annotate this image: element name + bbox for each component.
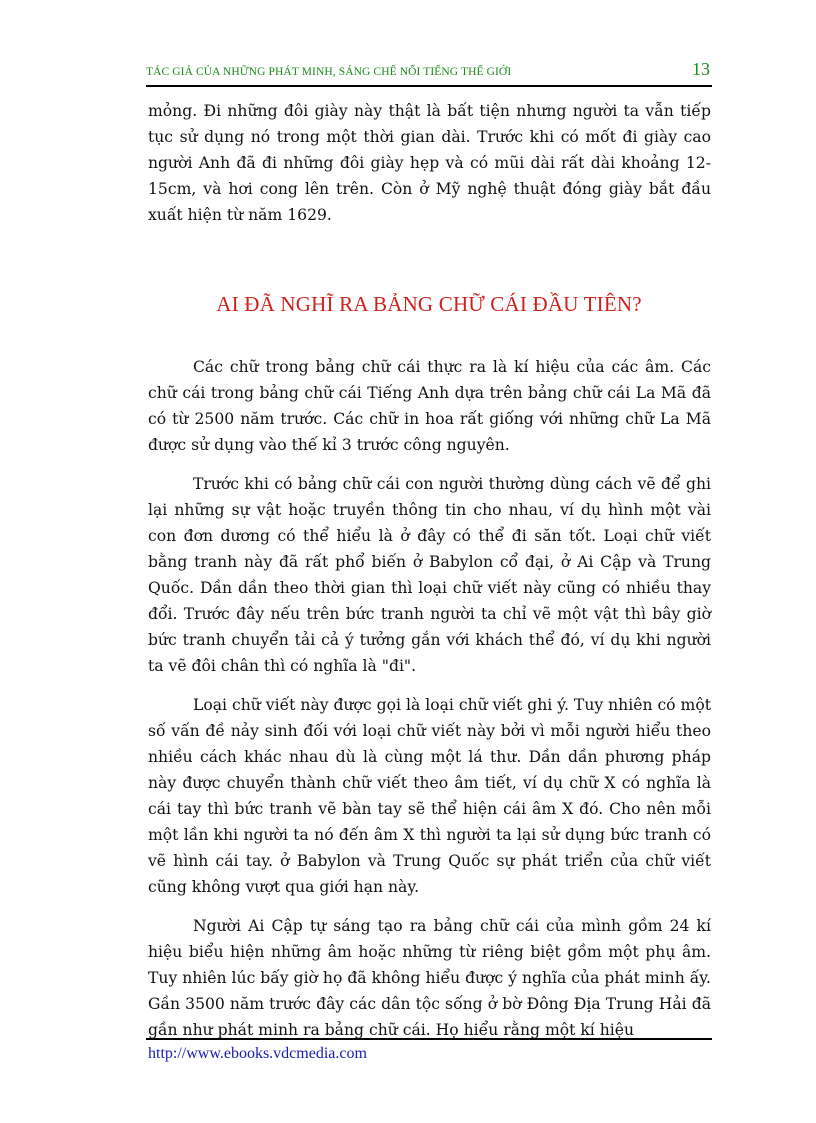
running-header [146, 59, 712, 87]
paragraph-1: Các chữ trong bảng chữ cái thực ra là kí hiệu của các âm. Các chữ cái trong bảng chữ cái Tiếng Anh dựa trên bảng chữ cái La Mã đã có từ 2500 năm trước. Các chữ in hoa rất giống với những chữ La Mã được sử dụng vào thế kỉ 3 trước công nguyên. [148, 358, 711, 454]
paragraph-2: Trước khi có bảng chữ cái con người thường dùng cách vẽ để ghi lại những sự vật hoặc truyền thông tin cho nhau, ví dụ hình một vài con đơn dương có thể hiểu là ở đây có thể đi săn tốt. Loại chữ viết bằng tranh này đã rất phổ biến ở Babylon cổ đại, ở Ai Cập và Trung Quốc. Dần dần theo thời gian thì loại chữ viết này cũng có nhiều thay đổi. Trước đây nếu trên bức tranh người ta chỉ vẽ một vật thì bây giờ bức tranh chuyển tải cả ý tưởng gắn với khách thể đó, ví dụ khi người ta vẽ đôi chân thì có nghĩa là "đi". [148, 475, 711, 675]
continued-paragraph: mỏng. Đi những đôi giày này thật là bất tiện nhưng người ta vẫn tiếp tục sử dụng nó trong một thời gian dài. Trước khi có mốt đi giày cao người Anh đã đi những đôi giày hẹp và có mũi dài rất dài khoảng 12-15cm, và hơi cong lên trên. Còn ở Mỹ nghệ thuật đóng giày bắt đầu xuất hiện từ năm 1629. [148, 102, 711, 224]
paragraph-4: Người Ai Cập tự sáng tạo ra bảng chữ cái của mình gồm 24 kí hiệu biểu hiện những âm hoặc những từ riêng biệt gồm một phụ âm. Tuy nhiên lúc bấy giờ họ đã không hiểu được ý nghĩa của phát minh ấy. Gần 3500 năm trước đây các dân tộc sống ở bờ Đông Địa Trung Hải đã gần như phát minh ra bảng chữ cái. Họ hiểu rằng một kí hiệu [148, 917, 711, 1039]
paragraph-3: Loại chữ viết này được gọi là loại chữ viết ghi ý. Tuy nhiên có một số vấn đề nảy sinh đối với loại chữ viết này bởi vì mỗi người hiểu theo nhiều cách khác nhau dù là cùng một lá thư. Dần dần phương pháp này được chuyển thành chữ viết theo âm tiết, ví dụ chữ X có nghĩa là cái tay thì bức tranh vẽ bàn tay sẽ thể hiện cái âm X đó. Cho nên mỗi một lần khi người ta nó đến âm X thì người ta lại sử dụng bức tranh có vẽ hình cái tay. ở Babylon và Trung Quốc sự phát triển của chữ viết cũng không vượt qua giới hạn này. [148, 696, 711, 896]
book-title: TÁC GIẢ CỦA NHỮNG PHÁT MINH, SÁNG CHẾ NỔI TIẾNG THẾ GIỚI [146, 66, 512, 78]
section-body [148, 354, 711, 1056]
running-footer [146, 1038, 712, 1062]
section-title: AI ĐÃ NGHĨ RA BẢNG CHỮ CÁI ĐẦU TIÊN? [216, 292, 642, 316]
page-number: 13 [692, 59, 710, 79]
footer-url-link[interactable]: http://www.ebooks.vdcmedia.com [148, 1045, 367, 1062]
